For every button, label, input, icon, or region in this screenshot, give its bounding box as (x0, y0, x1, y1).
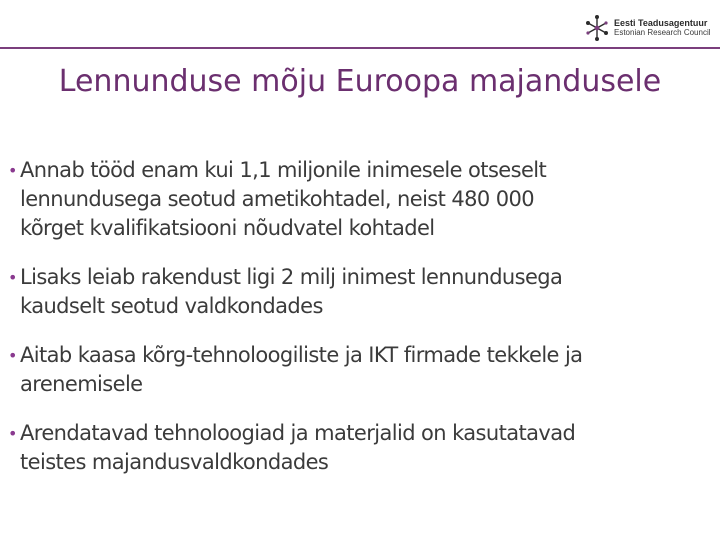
bullet-text-line: Lisaks leiab rakendust ligi 2 milj inimest lennundusega (20, 265, 563, 289)
bullet-text-line: Aitab kaasa kõrg-tehnoloogiliste ja IKT firmade tekkele ja (20, 343, 583, 367)
bullet-item (8, 419, 708, 477)
bullet-item (8, 156, 708, 243)
bullet-dot-icon: • (8, 161, 17, 180)
bullet-list (8, 156, 708, 497)
bullet-text-line: teistes majandusvaldkondades (20, 450, 329, 474)
bullet-text-line: Arendatavad tehnoloogiad ja materjalid on kasutatavad (20, 421, 576, 445)
bullet-item (8, 263, 708, 321)
bullet-text-line: Annab tööd enam kui 1,1 miljonile inimesele otseselt (20, 158, 547, 182)
bullet-item (8, 341, 708, 399)
slide-title: Lennunduse mõju Euroopa majandusele (58, 64, 662, 99)
bullet-text-line: lennundusega seotud ametikohtadel, neist 480 000 (20, 187, 535, 211)
bullet-text-line: kaudselt seotud valdkondades (20, 294, 323, 318)
bullet-text-line: arenemisele (20, 372, 143, 396)
logo-name-et: Eesti Teadusagentuur (614, 18, 708, 28)
bullet-dot-icon: • (8, 268, 17, 287)
bullet-dot-icon: • (8, 346, 17, 365)
bullet-dot-icon: • (8, 424, 17, 443)
research-council-logo (584, 12, 711, 44)
header-divider (0, 47, 720, 49)
logo-mark-icon (584, 14, 610, 42)
logo-name-en: Estonian Research Council (614, 28, 711, 37)
bullet-text-line: kõrget kvalifikatsiooni nõudvatel kohtadel (20, 216, 435, 240)
